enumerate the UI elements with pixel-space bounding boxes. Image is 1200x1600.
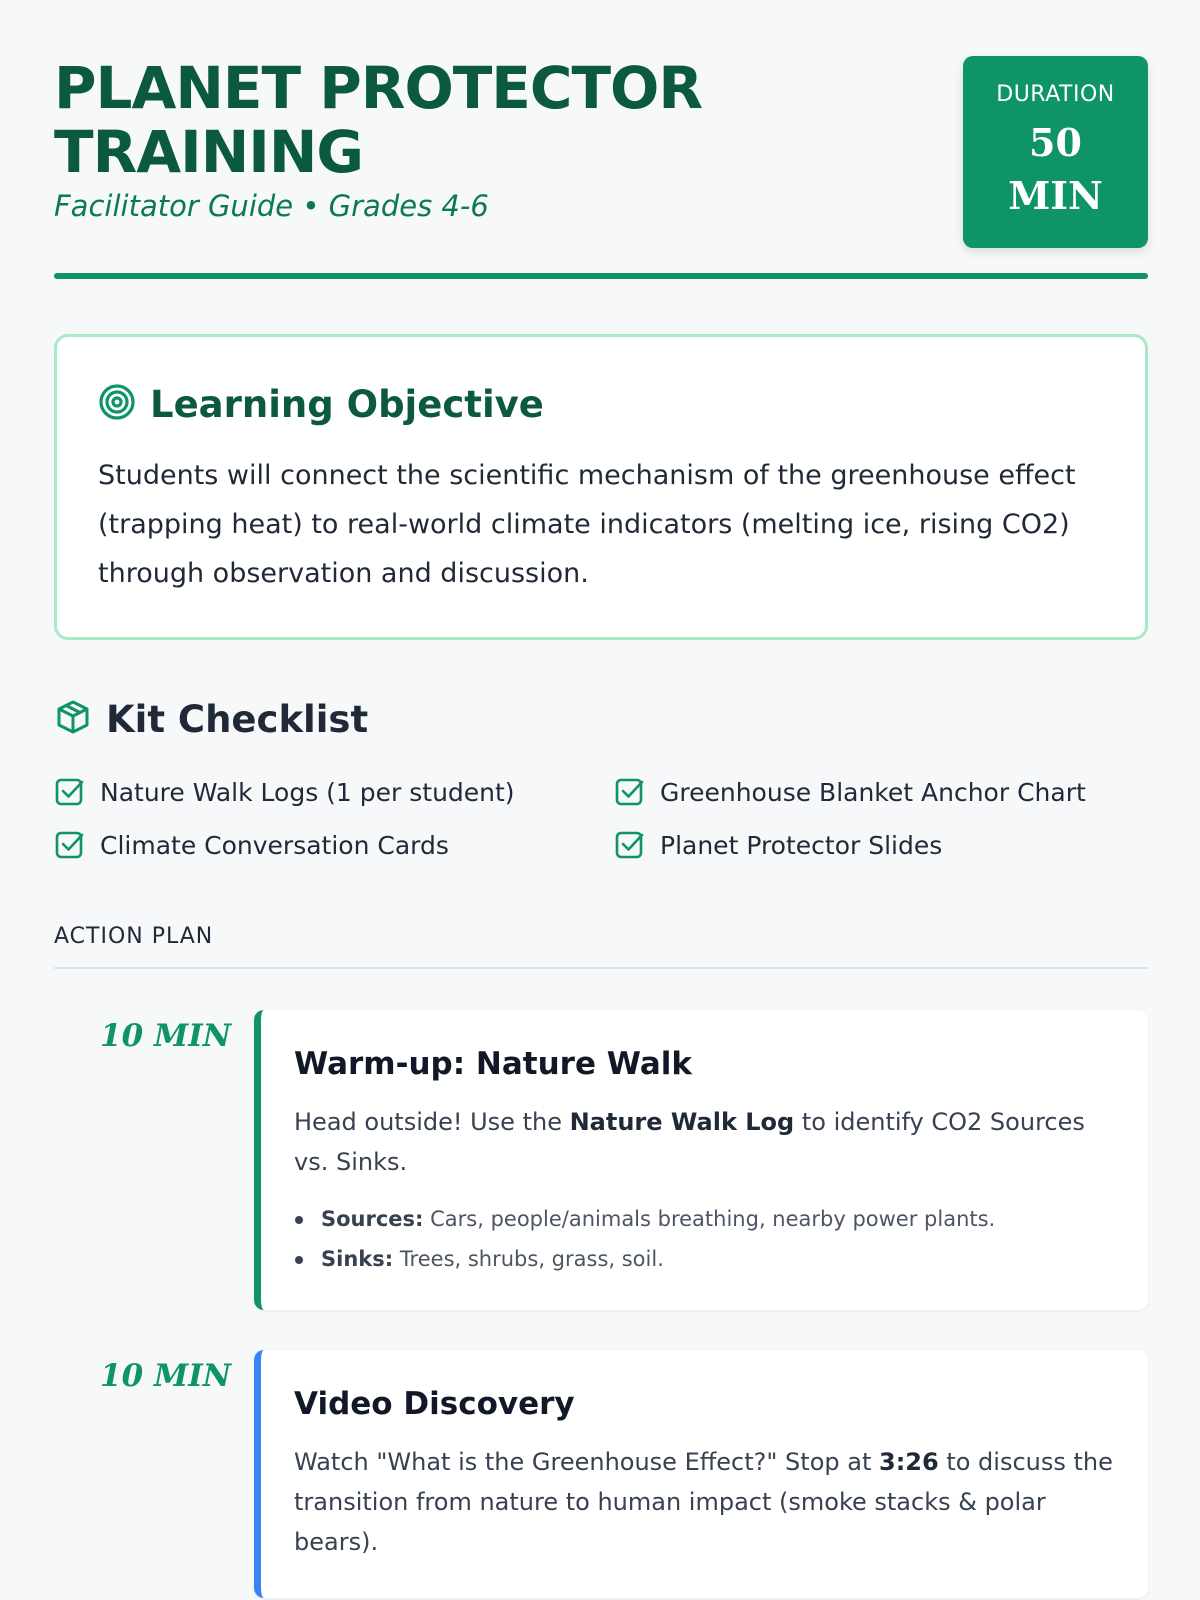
step-bullet-list [294,1199,995,1279]
header [54,56,1148,280]
step-description: Watch "What is the Greenhouse Effect?" Stop at 3:26 to discuss the transition from nature to human impact (smoke stacks & polar bears). [294,1448,1113,1556]
duration-value: 50 MIN [1008,120,1103,218]
learning-objective-card [54,334,1148,640]
duration-badge [963,56,1148,248]
kit-item-label: Planet Protector Slides [660,830,943,860]
checkbox-checked-icon [54,829,86,861]
checkbox-checked-icon [614,776,646,808]
step-title: Warm-up: Nature Walk [294,1046,693,1082]
bullet-sinks: Sinks: Trees, shrubs, grass, soil. [294,1239,995,1279]
facilitator-guide-page [54,0,1148,1600]
action-plan-label: ACTION PLAN [54,924,214,949]
target-icon [98,383,136,425]
kit-item[interactable] [54,772,515,812]
checkbox-checked-icon [54,776,86,808]
kit-checklist [54,772,1148,882]
step-description: Head outside! Use the Nature Walk Log to identify CO2 Sources vs. Sinks. [294,1108,1085,1176]
kit-item[interactable] [614,825,942,865]
kit-item-label: Climate Conversation Cards [100,830,449,860]
checkbox-checked-icon [614,829,646,861]
objective-heading: Learning Objective [150,382,544,426]
page-title: PLANET PROTECTOR TRAINING [54,54,703,186]
step-duration: 10 MIN [100,1018,232,1054]
objective-heading-row [98,381,544,427]
step-title: Video Discovery [294,1386,575,1422]
kit-heading-row [54,696,368,742]
kit-item-label: Nature Walk Logs (1 per student) [100,777,515,807]
step-card [254,1010,1148,1310]
action-plan-divider [54,967,1148,969]
action-step [54,1350,1148,1600]
kit-item[interactable] [54,825,449,865]
objective-text: Students will connect the scientific mechanism of the greenhouse effect (trapping heat) to real-world climate indicators (melting ice, rising CO2) through observation and discussion. [98,460,1076,589]
step-card [254,1350,1148,1598]
duration-label: DURATION [996,82,1115,107]
bullet-sources: Sources: Cars, people/animals breathing, nearby power plants. [294,1199,995,1239]
kit-item[interactable] [614,772,1086,812]
package-icon [54,698,92,740]
page-subtitle: Facilitator Guide • Grades 4-6 [54,189,489,223]
step-duration: 10 MIN [100,1358,232,1394]
header-divider [54,273,1148,279]
kit-heading: Kit Checklist [106,697,369,741]
step-highlight: 3:26 [879,1448,939,1476]
action-step [54,1010,1148,1310]
kit-item-label: Greenhouse Blanket Anchor Chart [660,777,1086,807]
step-highlight: Nature Walk Log [569,1108,795,1136]
